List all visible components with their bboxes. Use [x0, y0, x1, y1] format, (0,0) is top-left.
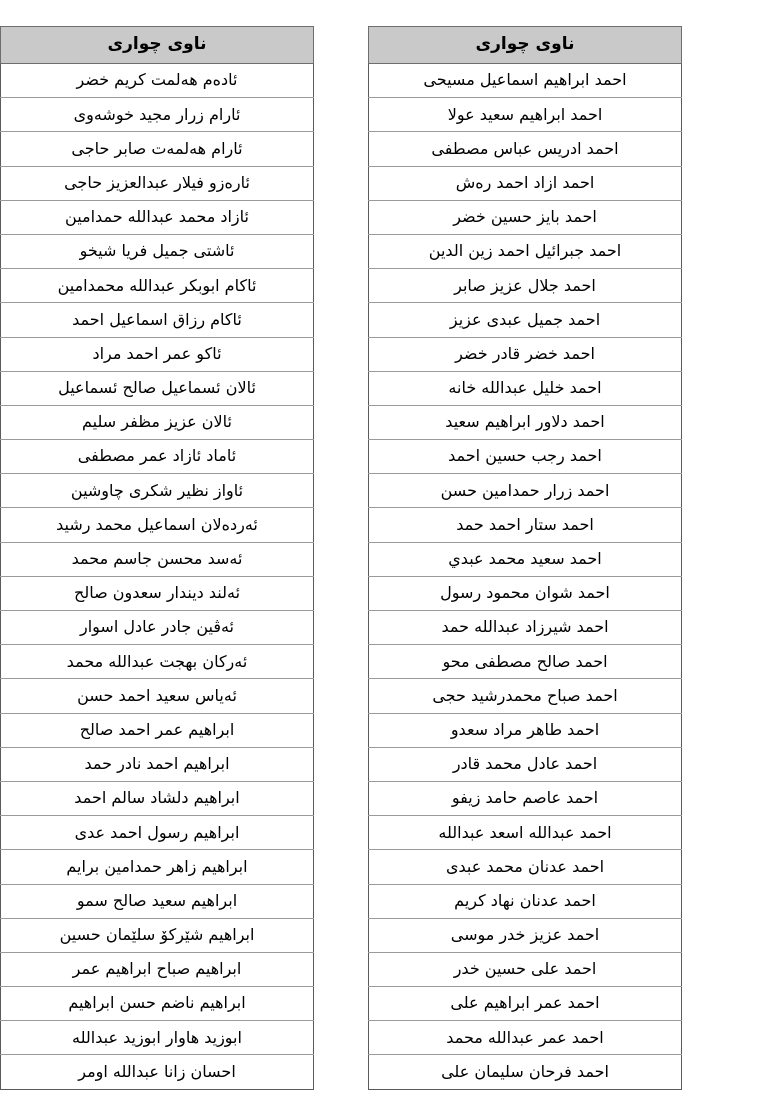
name-cell — [1, 576, 314, 610]
name-text: ئالان عزیز مظفر سلیم — [82, 412, 232, 432]
name-cell — [1, 645, 314, 679]
table-row — [369, 234, 682, 268]
name-text: احمد عمر ابراهیم علی — [450, 993, 600, 1013]
table-row — [369, 166, 682, 200]
table-row — [1, 987, 314, 1021]
name-text: احمد دلاور ابراهیم سعید — [445, 412, 605, 432]
table-row — [1, 747, 314, 781]
names-table-right — [0, 26, 314, 1090]
name-cell — [1, 371, 314, 405]
table-row — [1, 64, 314, 98]
name-cell — [1, 200, 314, 234]
table-header-left — [369, 27, 682, 64]
name-cell — [369, 1055, 682, 1089]
header-row — [369, 27, 682, 64]
name-cell — [369, 200, 682, 234]
table-row — [1, 269, 314, 303]
name-cell — [369, 166, 682, 200]
table-row — [369, 64, 682, 98]
name-text: احمد عدنان نهاد کریم — [454, 890, 596, 910]
name-text: ابراهیم دلشاد سالم احمد — [74, 788, 240, 808]
table-row — [1, 508, 314, 542]
name-text: ئاشتی جمیل فریا شیخو — [79, 241, 235, 261]
name-cell — [369, 234, 682, 268]
table-row — [1, 952, 314, 986]
name-cell — [1, 816, 314, 850]
table-body-left — [369, 64, 682, 1090]
name-text: ابراهیم شێرکۆ سلێمان حسین — [59, 925, 255, 945]
name-text: ئەیاس سعید احمد حسن — [77, 685, 237, 705]
table-row — [369, 337, 682, 371]
name-cell — [1, 132, 314, 166]
name-text: ئاکام ابوبکر عبدالله محمدامین — [57, 275, 257, 295]
name-text: ئالان ئسماعیل صالح ئسماعیل — [58, 378, 256, 398]
name-cell — [369, 611, 682, 645]
tables-container — [0, 26, 779, 1090]
name-text: ئاکام رزاق اسماعیل احمد — [72, 309, 242, 329]
name-cell — [1, 781, 314, 815]
name-text: احمد جمیل عبدی عزیز — [449, 309, 601, 329]
table-row — [369, 405, 682, 439]
name-text: ئەڤین جادر عادل اسوار — [79, 617, 235, 637]
name-text: ابراهیم ناضم حسن ابراهیم — [68, 993, 246, 1013]
name-text: ابراهیم صباح ابراهیم عمر — [72, 959, 242, 979]
name-cell — [369, 918, 682, 952]
table-row — [1, 1055, 314, 1089]
table-row — [1, 781, 314, 815]
name-text: احمد علی حسین خدر — [453, 959, 597, 979]
name-cell — [1, 952, 314, 986]
table-row — [1, 440, 314, 474]
name-cell — [1, 98, 314, 132]
name-cell — [369, 713, 682, 747]
name-cell — [1, 1055, 314, 1089]
name-cell — [1, 884, 314, 918]
names-table-left — [368, 26, 682, 1090]
name-cell — [1, 611, 314, 645]
table-row — [1, 542, 314, 576]
name-text: احمد ادریس عباس مصطفی — [431, 138, 619, 158]
name-cell — [369, 64, 682, 98]
name-cell — [1, 850, 314, 884]
table-row — [1, 200, 314, 234]
name-cell — [369, 269, 682, 303]
table-row — [1, 816, 314, 850]
name-cell — [1, 918, 314, 952]
name-cell — [1, 303, 314, 337]
name-cell — [1, 508, 314, 542]
table-row — [1, 884, 314, 918]
table-row — [1, 713, 314, 747]
name-text: احمد عاصم حامد زیفو — [451, 788, 599, 808]
name-cell — [369, 371, 682, 405]
name-text: احمد عادل محمد قادر — [452, 754, 598, 774]
name-cell — [369, 405, 682, 439]
table-row — [369, 816, 682, 850]
name-text: احمد عزیز خدر موسی — [450, 925, 600, 945]
table-row — [369, 1055, 682, 1089]
name-text: ئاواز نظیر شکری چاوشین — [70, 480, 244, 500]
table-row — [1, 611, 314, 645]
name-cell — [369, 132, 682, 166]
name-cell — [369, 816, 682, 850]
table-row — [369, 747, 682, 781]
name-text: احمد ازاد احمد رەش — [455, 172, 595, 192]
table-row — [369, 645, 682, 679]
name-text: احمد ابراهیم اسماعیل مسیحی — [423, 70, 627, 90]
table-row — [1, 850, 314, 884]
name-text: ئارەزو فیلار عبدالعزیز حاجی — [64, 172, 250, 192]
name-cell — [1, 337, 314, 371]
name-text: احمد ابراهیم سعید عولا — [447, 104, 603, 124]
table-row — [369, 508, 682, 542]
name-text: ئادەم هەلمت کریم خضر — [76, 70, 238, 90]
table-row — [1, 98, 314, 132]
table-row — [1, 645, 314, 679]
name-text: احمد شیرزاد عبدالله حمد — [441, 617, 609, 637]
table-row — [1, 405, 314, 439]
name-text: ئاماد ئازاد عمر مصطفی — [77, 446, 237, 466]
table-row — [369, 679, 682, 713]
name-cell — [1, 166, 314, 200]
name-text: ئارام زرار مجید خوشەوی — [73, 104, 241, 124]
name-cell — [1, 269, 314, 303]
table-row — [369, 781, 682, 815]
name-cell — [369, 303, 682, 337]
table-row — [369, 132, 682, 166]
table-row — [1, 679, 314, 713]
table-row — [1, 474, 314, 508]
name-text: ئەلند دیندار سعدون صالح — [73, 583, 241, 603]
name-text: احمد ستار احمد حمد — [456, 514, 594, 534]
column-header-name: ناوی چواری — [1, 27, 314, 64]
name-text: احمد صباح محمدرشید حجی — [432, 685, 618, 705]
table-row — [369, 98, 682, 132]
table-row — [369, 440, 682, 474]
table-row — [369, 850, 682, 884]
table-row — [1, 1021, 314, 1055]
table-row — [369, 303, 682, 337]
table-row — [369, 474, 682, 508]
name-text: احمد خضر قادر خضر — [455, 343, 595, 363]
name-cell — [369, 474, 682, 508]
table-row — [369, 952, 682, 986]
name-text: ابراهیم عمر احمد صالح — [79, 719, 235, 739]
name-text: احمد فرحان سلیمان علی — [441, 1061, 609, 1081]
table-row — [369, 611, 682, 645]
name-text: احمد خلیل عبدالله خانه — [448, 378, 602, 398]
name-cell — [1, 679, 314, 713]
column-header-name: ناوی چواری — [369, 27, 682, 64]
name-cell — [1, 713, 314, 747]
name-cell — [369, 542, 682, 576]
name-cell — [369, 850, 682, 884]
name-text: ئەرکان بهجت عبدالله محمد — [66, 651, 248, 671]
table-row — [369, 713, 682, 747]
table-row — [369, 269, 682, 303]
table-row — [369, 200, 682, 234]
name-text: احمد صالح مصطفی محو — [442, 651, 608, 671]
table-body-right — [1, 64, 314, 1090]
name-text: احمد شوان محمود رسول — [440, 583, 610, 603]
name-text: ابوزید هاوار ابوزید عبدالله — [72, 1027, 242, 1047]
name-cell — [1, 64, 314, 98]
name-cell — [369, 440, 682, 474]
name-text: احمد بایز حسین خضر — [453, 207, 597, 227]
table-header-right — [1, 27, 314, 64]
name-cell — [369, 337, 682, 371]
name-text: احمد جبرائیل احمد زین الدین — [428, 241, 622, 261]
name-text: ئازاد محمد عبدالله حمدامین — [65, 207, 249, 227]
table-row — [369, 371, 682, 405]
name-cell — [1, 987, 314, 1021]
name-text: ابراهیم زاهر حمدامین برایم — [66, 856, 248, 876]
table-row — [369, 542, 682, 576]
table-row — [1, 337, 314, 371]
name-cell — [369, 884, 682, 918]
name-text: احمد زرار حمدامین حسن — [440, 480, 610, 500]
table-row — [1, 371, 314, 405]
table-row — [1, 132, 314, 166]
name-cell — [369, 576, 682, 610]
name-text: احمد عدنان محمد عبدی — [445, 856, 605, 876]
table-row — [369, 576, 682, 610]
name-cell — [369, 952, 682, 986]
name-text: ابراهیم رسول احمد عدی — [74, 822, 240, 842]
name-cell — [1, 474, 314, 508]
table-row — [1, 576, 314, 610]
name-cell — [1, 1021, 314, 1055]
name-cell — [369, 747, 682, 781]
table-row — [1, 166, 314, 200]
name-cell — [369, 679, 682, 713]
name-cell — [1, 234, 314, 268]
name-text: ابراهیم سعید صالح سمو — [76, 890, 238, 910]
header-row — [1, 27, 314, 64]
name-text: احمد رجب حسین احمد — [448, 446, 602, 466]
name-text: احسان زانا عبدالله اومر — [78, 1061, 236, 1081]
name-cell — [369, 98, 682, 132]
name-cell — [369, 1021, 682, 1055]
table-row — [369, 987, 682, 1021]
name-cell — [1, 405, 314, 439]
name-text: احمد عمر عبدالله محمد — [446, 1027, 604, 1047]
name-text: ئەردەلان اسماعیل محمد رشید — [56, 514, 258, 534]
name-cell — [1, 747, 314, 781]
name-cell — [369, 645, 682, 679]
name-text: ئارام هەلمەت صابر حاجی — [71, 138, 243, 158]
name-text: ئاکو عمر احمد مراد — [92, 343, 222, 363]
table-row — [1, 303, 314, 337]
name-text: احمد عبدالله اسعد عبدالله — [438, 822, 612, 842]
name-text: احمد جلال عزیز صابر — [454, 275, 596, 295]
table-row — [369, 918, 682, 952]
name-cell — [1, 542, 314, 576]
name-cell — [369, 508, 682, 542]
table-row — [369, 884, 682, 918]
table-row — [1, 234, 314, 268]
name-cell — [369, 987, 682, 1021]
name-cell — [1, 440, 314, 474]
table-row — [1, 918, 314, 952]
table-row — [369, 1021, 682, 1055]
name-text: ابراهیم احمد نادر حمد — [84, 754, 230, 774]
name-text: احمد طاهر مراد سعدو — [450, 719, 600, 739]
name-text: احمد سعید محمد عبدي — [448, 549, 602, 569]
name-text: ئەسد محسن جاسم محمد — [71, 549, 243, 569]
name-cell — [369, 781, 682, 815]
